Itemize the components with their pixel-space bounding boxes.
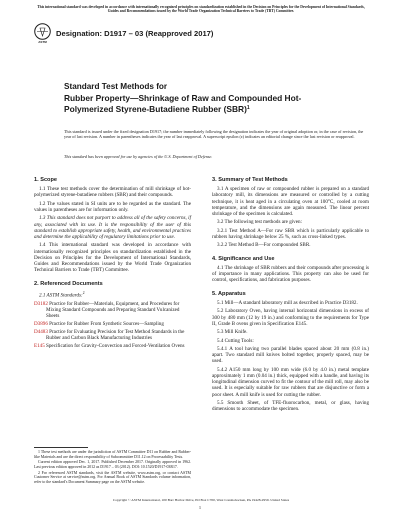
- left-column: [34, 177, 191, 351]
- section-4-heading: 4. Significance and Use: [212, 255, 275, 262]
- reference-item: D4483 Practice for Evaluating Precision for Test Method Standards in the Rubber and Carbon Black Manufacturing Industries: [34, 328, 185, 342]
- para-1-3: 1.3 This standard does not purport to address all of the safety concerns, if any, associated with its use. It is the responsibility of the user of this standard to establish appropriate safety, health, and environmental practices and determine the applicability of regulatory limitations prior to use.: [34, 215, 191, 240]
- para-4-1: 4.1 The shrinkage of SBR rubbers and their compounds after processing is of importance in many applications. This property can also be used for control, specifications, and fabrication purposes.: [212, 264, 369, 284]
- reference-item: D3182 Practice for Rubber—Materials, Equipment, and Procedures for Mixing Standard Compounds and Preparing Standard Vulcanized Sheets: [34, 300, 180, 320]
- reference-item: E145 Specification for Gravity-Convection and Forced-Ventilation Ovens: [34, 342, 185, 349]
- reference-link[interactable]: E145: [34, 342, 45, 349]
- section-5-heading: 5. Apparatus: [212, 290, 246, 297]
- para-5-4-2: 5.4.2 A150 mm long by 100 mm wide (6.0 by 4.0 in.) metal template approximately 1 mm (0.04 in.) thick, equipped with a handle, and having its longitudinal dimension curved to fit the contour of the mill roll, may also be used. It is especially suitable for raw rubbers that are disjunctive or form a poor sheet. A mill knife is used for cutting the rubber.: [212, 366, 369, 398]
- para-5-4-1: 5.4.1 A tool having two parallel blades spaced about 20 mm (0.8 in.) apart. Two standard mill knives bolted together, properly spaced, may be used.: [212, 345, 369, 365]
- section-2-heading: 2. Referenced Documents: [34, 280, 103, 287]
- para-3-2: 3.2 The following test methods are given:: [217, 219, 302, 226]
- para-5-4: 5.4 Cutting Tools:: [217, 337, 254, 344]
- right-column: [212, 177, 369, 415]
- title-line-2: Rubber Property—Shrinkage of Raw and Compounded Hot-: [64, 92, 302, 103]
- para-1-1: 1.1 These test methods cover the determination of mill shrinkage of hot-polymerized styrene-butadiene rubbers (SBR) and their compounds.: [34, 186, 191, 199]
- para-3-2-1: 3.2.1 Test Method A—For raw SBR which is particularly applicable to rubbers having shrinkage below 25 %, such as cross-linked types.: [212, 227, 369, 240]
- copyright-line: Copyright © ASTM International, 100 Barr Harbor Drive, PO Box C700, West Conshohocken, PA 19428-2959. United States: [112, 498, 290, 502]
- reference-item: D3896 Practice for Rubber From Synthetic Sources—Sampling: [34, 321, 164, 328]
- section-1-heading: 1. Scope: [34, 177, 58, 183]
- approved-statement: This standard has been approved for use by agencies of the U.S. Department of Defense.: [64, 154, 213, 159]
- designation: Designation: D1917 – 03 (Reapproved 2017): [56, 29, 214, 38]
- para-5-5: 5.5 Smooth Sheet, of TFE-fluorocarbon, metal, or glass, having dimensions to accommodate the specimen.: [212, 399, 369, 413]
- title-line-1: Standard Test Methods for: [64, 82, 168, 91]
- reference-link[interactable]: D3182: [34, 300, 48, 307]
- logo-text: ASTM: [38, 40, 47, 44]
- footnotes: [34, 450, 191, 486]
- footnote-1-edition: Current edition approved Dec. 1, 2017. Published December 2017. Originally approved in 1962. Last previous edition approved in 2012 as D1917 – 03 (2012). DOI: 10.1520/D1917-03R17.: [34, 460, 191, 469]
- para-5-3: 5.3 Mill Knife.: [217, 329, 248, 336]
- para-5-2: 5.2 Laboratory Oven, having internal horizontal dimensions in excess of 300 by 480 mm (12 by 19 in.) and conforming to the requirements for Type II, Grade B ovens given in Specification E145.: [212, 308, 369, 327]
- para-3-2-2: 3.2.2 Test Method B—For compounded SBR.: [217, 242, 311, 249]
- page-number: 1: [198, 505, 202, 510]
- footnote-1: 1 These test methods are under the jurisdiction of ASTM Committee D11 on Rubber and Rubber-like Materials and are the direct responsibility of Subcommittee D11.12 on Processability Tests.: [34, 450, 191, 459]
- reference-link[interactable]: D3896: [34, 321, 48, 328]
- reference-link[interactable]: D4483: [34, 328, 48, 335]
- para-3-1: 3.1 A specimen of raw or compounded rubber is prepared on a standard laboratory mill, its dimensions are measured or controlled by a cutting technique, it is heat aged in a circulating oven at 100°C, cooled at room temperature, and the dimensions are again measured. The linear percent shrinkage of the specimen is calculated.: [212, 186, 369, 218]
- title-line-3: Polymerized Styrene-Butadiene Rubber (SBR)$^1$: [64, 104, 250, 114]
- para-1-2: 1.2 The values stated in SI units are to be regarded as the standard. The values in parentheses are for information only.: [34, 200, 191, 213]
- astm-logo-icon: [34, 23, 51, 44]
- document-title: [64, 82, 364, 115]
- para-1-4: 1.4 This international standard was developed in accordance with internationally recognized principles on standardization established in the Decision on Principles for the Development of International Standards, Guides and Recommendations issued by the World Trade Organization Technical Barriers to Trade (TBT) Committee.: [34, 242, 191, 274]
- title-footnote-mark: 1: [246, 105, 250, 111]
- para-2-1: 2.1 ASTM Standards:$^2$: [39, 290, 85, 299]
- issued-statement: This standard is issued under the fixed designation D1917; the number immediately following the designation indicates the year of original adoption or, in the case of revision, the year of last revision. A number in parentheses indicates the year of last reapproval. A superscript epsilon (ε) indicates an editorial change since the last revision or reapproval.: [64, 129, 364, 140]
- tbt-notice: This international standard was developed in accordance with internationally recognized principles on standardization established in the Decision on Principles for the Development of International Standards, Guides and Recommendations issued by the World Trade Organization Technical Barriers to Trade (TBT) Committee.: [37, 5, 365, 14]
- section-3-heading: 3. Summary of Test Methods: [212, 177, 288, 183]
- para-5-1: 5.1 Mill—A standard laboratory mill as described in Practice D3182.: [217, 299, 358, 306]
- footnote-rule: [34, 447, 88, 448]
- footnote-2: 2 For referenced ASTM standards, visit the ASTM website, www.astm.org, or contact ASTM Customer Service at service@astm.org. For Annual Book of ASTM Standards volume information, refer to the standard's Document Summary page on the ASTM website.: [34, 470, 191, 484]
